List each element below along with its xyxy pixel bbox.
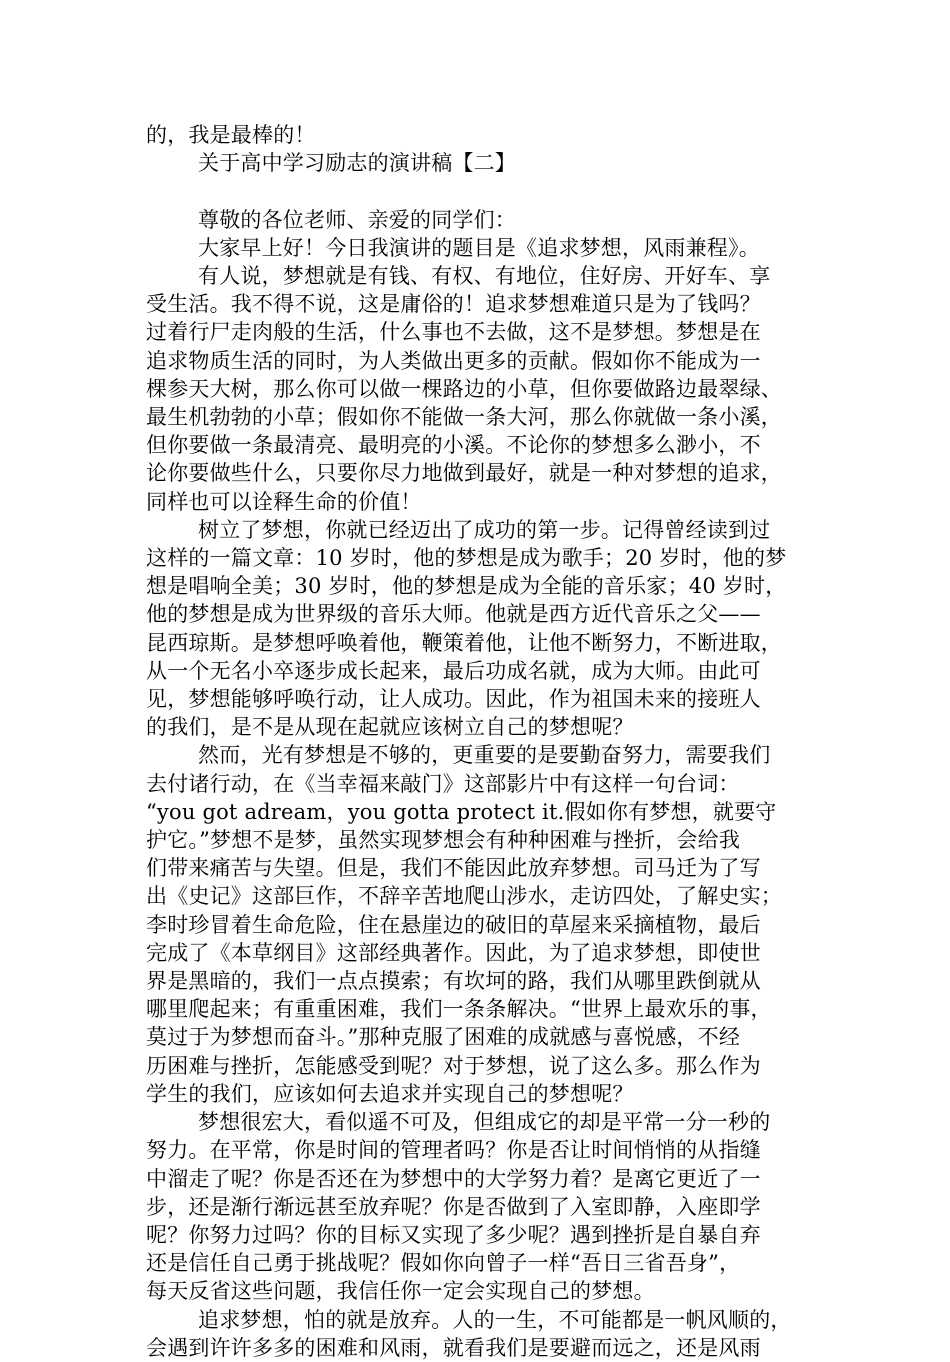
text-line: 受生活。我不得不说，这是庸俗的！追求梦想难道只是为了钱吗？ <box>146 292 761 317</box>
text-line: 中溜走了呢？你是否还在为梦想中的大学努力着？是离它更近了一 <box>146 1166 761 1191</box>
text-line: 梦想很宏大，看似遥不可及，但组成它的却是平常一分一秒的 <box>198 1110 771 1135</box>
paragraph-2 <box>146 516 812 742</box>
text-line: 然而，光有梦想是不够的，更重要的是要勤奋努力，需要我们 <box>198 743 771 768</box>
paragraph-3 <box>146 741 812 1108</box>
text-line: 莫过于为梦想而奋斗。”那种克服了困难的成就感与喜悦感，不经 <box>146 1025 741 1050</box>
paragraph-5 <box>146 1306 812 1362</box>
text-line: 最生机勃勃的小草；假如你不能做一条大河，那么你就做一条小溪， <box>146 405 782 430</box>
blank-line <box>146 177 812 205</box>
text-line: 有人说，梦想就是有钱、有权、有地位，住好房、开好车、享 <box>198 264 771 288</box>
greeting: 大家早上好！今日我演讲的题目是《追求梦想，风雨兼程》。 <box>198 235 760 260</box>
text-line: 但你要做一条最清亮、最明亮的小溪。不论你的梦想多么渺小，不 <box>146 433 761 458</box>
text-line: 追求梦想，怕的就是放弃。人的一生，不可能都是一帆风顺的， <box>198 1307 792 1332</box>
text-line: 每天反省这些问题，我信任你一定会实现自己的梦想。 <box>146 1279 655 1304</box>
text-line: 从一个无名小卒逐步成长起来，最后功成名就，成为大师。由此可 <box>146 658 761 683</box>
paragraph-4 <box>146 1108 812 1305</box>
text-line: 哪里爬起来；有重重困难，我们一条条解决。“世界上最欢乐的事， <box>146 997 772 1022</box>
text-line: 见，梦想能够呼唤行动，让人成功。因此，作为祖国未来的接班人 <box>146 687 761 712</box>
text-line: 护它。”梦想不是梦，虽然实现梦想会有种种困难与挫折，会给我 <box>146 828 741 853</box>
text-line: 追求物质生活的同时，为人类做出更多的贡献。假如你不能成为一 <box>146 348 761 373</box>
text-line: 过着行尸走肉般的生活，什么事也不去做，这不是梦想。梦想是在 <box>146 320 761 345</box>
text-line: 学生的我们，应该如何去追求并实现自己的梦想呢？ <box>146 1081 634 1106</box>
text-line: 想是唱响全美；30 岁时，他的梦想是成为全能的音乐家；40 岁时， <box>146 574 787 599</box>
text-line: 界是黑暗的，我们一点点摸索；有坎坷的路，我们从哪里跌倒就从 <box>146 969 761 994</box>
text-line: 还是信任自己勇于挑战呢？假如你向曾子一样“吾日三省吾身”， <box>146 1251 741 1276</box>
text-line: 树立了梦想，你就已经迈出了成功的第一步。记得曾经读到过 <box>198 517 771 542</box>
text-line: 论你要做些什么，只要你尽力地做到最好，就是一种对梦想的追求， <box>146 461 782 486</box>
text-line: 历困难与挫折，怎能感受到呢？对于梦想，说了这么多。那么作为 <box>146 1053 761 1078</box>
text-line: 他的梦想是成为世界级的音乐大师。他就是西方近代音乐之父—— <box>146 602 761 627</box>
text-line: 昆西琼斯。是梦想呼唤着他，鞭策着他，让他不断努力，不断进取， <box>146 630 782 655</box>
salutation: 尊敬的各位老师、亲爱的同学们： <box>198 207 516 232</box>
section-title: 关于高中学习励志的演讲稿【二】 <box>198 151 516 176</box>
text-line: 同样也可以诠释生命的价值！ <box>146 489 422 514</box>
text-line: 完成了《本草纲目》这部经典著作。因此，为了追求梦想，即使世 <box>146 940 761 965</box>
opening-line: 的，我是最棒的！ <box>146 123 316 147</box>
document-page <box>146 121 812 1362</box>
text-line: 努力。在平常，你是时间的管理者吗？你是否让时间悄悄的从指缝 <box>146 1138 761 1163</box>
text-line: 棵参天大树，那么你可以做一棵路边的小草，但你要做路边最翠绿、 <box>146 376 782 401</box>
text-line: 的我们，是不是从现在起就应该树立自己的梦想呢？ <box>146 715 634 740</box>
text-line: 步，还是渐行渐远甚至放弃呢？你是否做到了入室即静，入座即学 <box>146 1194 761 1219</box>
paragraph-1 <box>146 262 812 516</box>
text-line: 们带来痛苦与失望。但是，我们不能因此放弃梦想。司马迁为了写 <box>146 856 761 881</box>
text-line: 去付诸行动，在《当幸福来敲门》这部影片中有这样一句台词： <box>146 771 740 796</box>
text-line: 李时珍冒着生命危险，住在悬崖边的破旧的草屋来采摘植物，最后 <box>146 912 761 937</box>
text-line: 会遇到许许多多的困难和风雨，就看我们是要避而远之，还是风雨 <box>146 1335 761 1360</box>
text-line: “you got adream，you gotta protect it.假如你有梦想，就要守 <box>146 799 777 824</box>
text-line: 这样的一篇文章：10 岁时，他的梦想是成为歌手；20 岁时，他的梦 <box>146 546 787 571</box>
text-line: 出《史记》这部巨作，不辞辛苦地爬山涉水，走访四处，了解史实； <box>146 884 782 909</box>
text-line: 呢？你努力过吗？你的目标又实现了多少呢？遇到挫折是自暴自弃 <box>146 1222 761 1247</box>
